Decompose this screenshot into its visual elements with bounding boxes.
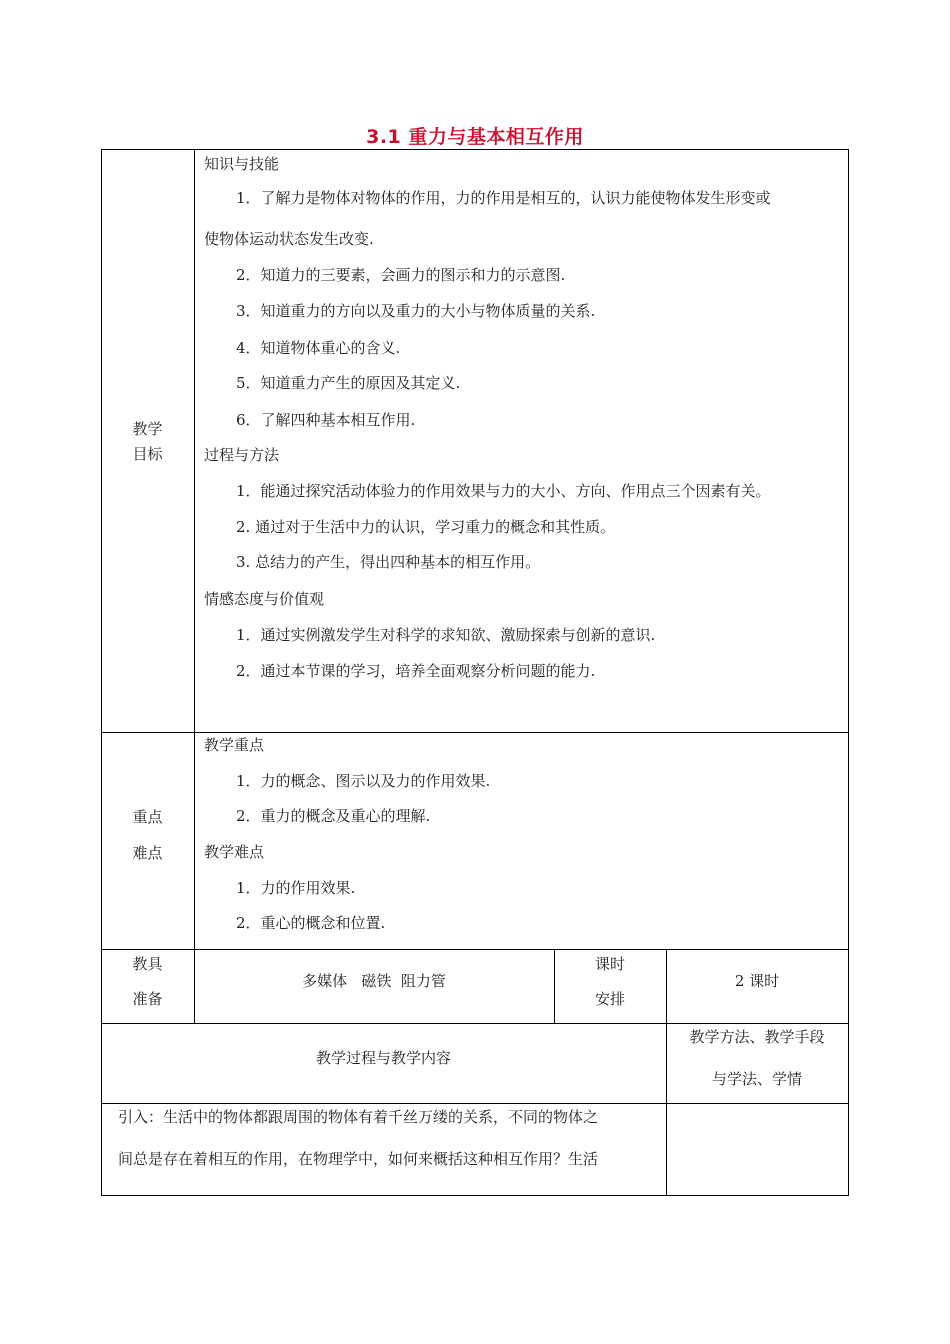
focus-item: 1．力的概念、图示以及力的作用效果.: [236, 772, 491, 790]
process-item: 2. 通过对于生活中力的认识，学习重力的概念和其性质。: [236, 518, 616, 536]
knowledge-item: 3．知道重力的方向以及重力的大小与物体质量的关系.: [236, 302, 596, 320]
difficulty-item: 1．力的作用效果.: [236, 879, 356, 897]
emotion-item: 2．通过本节课的学习，培养全面观察分析问题的能力.: [236, 662, 596, 680]
difficulty-item: 2．重心的概念和位置.: [236, 914, 386, 932]
knowledge-item: 使物体运动状态发生改变.: [204, 230, 374, 248]
goals-label-2: 目标: [132, 445, 163, 463]
equipment-value: 多媒体 磁铁 阻力管: [302, 972, 446, 990]
process-header-right-2: 与学法、学情: [711, 1070, 802, 1088]
goals-label-1: 教学: [132, 420, 163, 438]
knowledge-item: 2．知道力的三要素，会画力的图示和力的示意图.: [236, 266, 566, 284]
keypoints-label-1: 重点: [132, 808, 163, 826]
emotion-heading: 情感态度与价值观: [204, 590, 325, 608]
page-title: 3.1 重力与基本相互作用: [366, 126, 584, 148]
period-label-2: 安排: [594, 990, 625, 1008]
knowledge-heading: 知识与技能: [204, 155, 280, 173]
focus-item: 2．重力的概念及重心的理解.: [236, 807, 431, 825]
knowledge-item: 5．知道重力产生的原因及其定义.: [236, 374, 461, 392]
knowledge-item: 1．了解力是物体对物体的作用，力的作用是相互的，认识力能使物体发生形变或: [236, 189, 771, 207]
knowledge-item: 4．知道物体重心的含义.: [236, 339, 401, 357]
process-header-left: 教学过程与教学内容: [315, 1049, 451, 1067]
process-item: 1．能通过探究活动体验力的作用效果与力的大小、方向、作用点三个因素有关。: [236, 482, 771, 500]
equipment-label-2: 准备: [132, 990, 163, 1008]
keypoints-label-2: 难点: [132, 844, 163, 862]
process-header-right-1: 教学方法、教学手段: [689, 1028, 825, 1046]
process-heading: 过程与方法: [204, 446, 280, 464]
intro-line-2: 间总是存在着相互的作用，在物理学中，如何来概括这种相互作用？生活: [118, 1150, 599, 1168]
intro-line-1: 引入：生活中的物体都跟周围的物体有着千丝万缕的关系，不同的物体之: [118, 1108, 599, 1126]
equipment-label-1: 教具: [132, 955, 163, 973]
process-item: 3. 总结力的产生，得出四种基本的相互作用。: [236, 553, 541, 571]
focus-heading: 教学重点: [204, 736, 265, 754]
period-label-1: 课时: [594, 955, 625, 973]
difficulty-heading: 教学难点: [204, 843, 265, 861]
emotion-item: 1．通过实例激发学生对科学的求知欲、激励探索与创新的意识.: [236, 626, 656, 644]
knowledge-item: 6．了解四种基本相互作用.: [236, 411, 416, 429]
period-value: 2 课时: [734, 972, 780, 990]
